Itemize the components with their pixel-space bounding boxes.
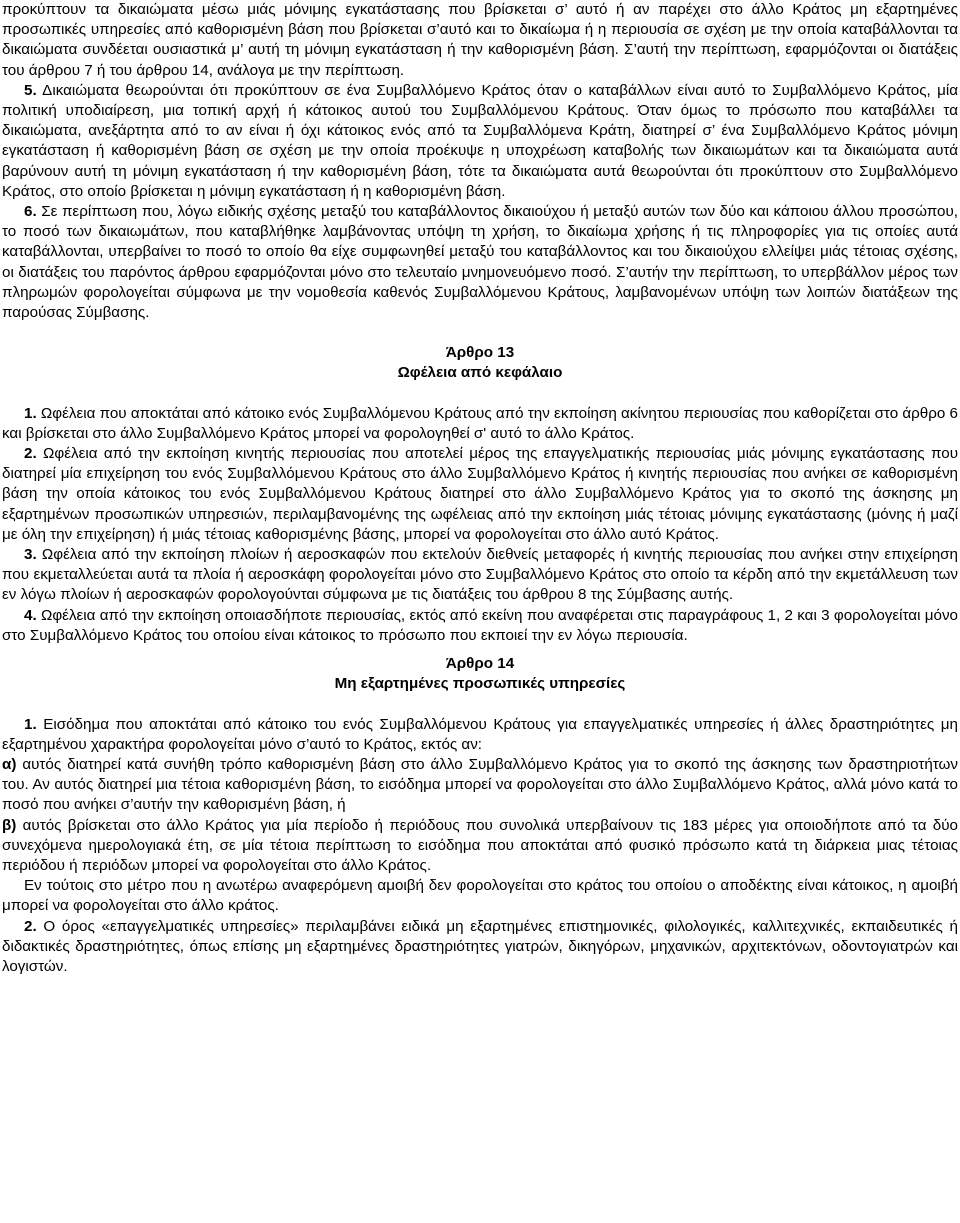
- paragraph-text: Ωφέλεια από την εκποίηση οποιασδήποτε περιουσίας, εκτός από εκείνη που αναφέρεται στις παραγράφους 1, 2 και 3 φορολογείται μόνο στο Συμβαλλόμενο Κράτος του οποίου είναι κάτοικος το πρόσωπο που εκποιεί την εν λόγω περιουσία.: [2, 606, 958, 644]
- paragraph-text: προκύπτουν τα δικαιώματα μέσω μιάς μόνιμης εγκατάστασης που βρίσκεται σ’ αυτό ή αν παρέχει στο άλλο Κράτος μη εξαρτημένες προσωπικές υπηρεσίες από καθορισμένη βάση που βρίσκεται σ’αυτό και το δικαίωμα ή η περιουσία σε σχέση με την οποία καταβάλλονται τα δικαιώματα συνδέεται ουσιαστικά μ’ αυτή τη μόνιμη εγκατάσταση ή την καθορισμένη βάση. Σ’αυτή την περίπτωση, εφαρμόζονται οι διατάξεις του άρθρου 7 ή του άρθρου 14, ανάλογα με την περίπτωση.: [2, 1, 958, 79]
- article-14-paragraph-1: [2, 715, 958, 755]
- article-14-paragraph-2: [2, 917, 958, 978]
- paragraph-number: 3.: [24, 546, 37, 564]
- paragraph-number: 1.: [24, 404, 37, 422]
- item-text: αυτός διατηρεί κατά συνήθη τρόπο καθορισμένη βάση στο άλλο Συμβαλλόμενο Κράτος για το σκοπό της άσκησης των δραστηριοτήτων του. Αν αυτός διατηρεί μια τέτοια καθορισμένη βάση, το εισόδημα μπορεί να φορολογείται στο άλλο Συμβαλλόμενο Κράτος, αλλά μόνο κατά το ποσό που ανήκει σ’αυτήν την καθορισμένη βάση, ή: [2, 755, 958, 814]
- article-13-paragraph-3: [2, 545, 958, 606]
- paragraph-text: Σε περίπτωση που, λόγω ειδικής σχέσης μεταξύ του καταβάλλοντος δικαιούχου ή μεταξύ αυτών των δύο και κάποιου άλλου προσώπου, το ποσό των δικαιωμάτων, που καταβλήθηκε λαμβάνοντας υπόψη τη χρήση, το δικαίωμα χρήσης ή τις πληροφορίες για τις οποίες αυτά καταβάλλονται, υπερβαίνει το ποσό το οποίο θα είχε συμφωνηθεί μεταξύ του καταβάλλοντος και του δικαιούχου ελλείψει μιάς τέτοιας σχέσης, οι διατάξεις του παρόντος άρθρου εφαρμόζονται μόνο στο τελευταίο μνημονευόμενο ποσό. Σ’αυτήν την περίπτωση, το υπερβάλλον μέρος των πληρωμών φορολογείται σύμφωνα με την νομοθεσία καθενός Συμβαλλόμενου Κράτους, λαμβανομένων υπόψη των λοιπών διατάξεων της παρούσας Σύμβασης.: [2, 203, 958, 322]
- paragraph-text: Ωφέλεια από την εκποίηση πλοίων ή αεροσκαφών που εκτελούν διεθνείς μεταφορές ή κινητής περιουσίας που ανήκει στην επιχείρηση που εκμεταλλεύεται αυτά τα πλοία ή αεροσκάφη φορολογείται μόνο στο Συμβαλλόμενο Κράτος στο οποίο τα κέρδη από την εκμετάλλευση των εν λόγω πλοίων ή αεροσκαφών φορολογούνται σύμφωνα με τις διατάξεις του άρθρου 8 της Σύμβασης αυτής.: [2, 546, 958, 604]
- item-marker: β): [2, 816, 17, 834]
- paragraph-text: Εισόδημα που αποκτάται από κάτοικο του ενός Συμβαλλόμενου Κράτους για επαγγελματικές υπηρεσίες ή άλλες δραστηριότητες μη εξαρτημένου χαρακτήρα φορολογείται μόνο σ’αυτό το Κράτος, εκτός αν:: [2, 715, 958, 753]
- article-14-item-a: [2, 755, 958, 816]
- article-14-item-b: [2, 816, 958, 877]
- paragraph-text: Ωφέλεια που αποκτάται από κάτοικο ενός Συμβαλλόμενου Κράτους από την εκποίηση ακίνητου περιουσίας που καθορίζεται στο άρθρο 6 και βρίσκεται στο άλλο Συμβαλλόμενο Κράτος μπορεί να φορολογηθεί σ' αυτό το άλλο Κράτος.: [2, 404, 959, 442]
- paragraph-6: [2, 202, 958, 323]
- article-14-subtitle: Μη εξαρτημένες προσωπικές υπηρεσίες: [334, 675, 626, 693]
- article-13-paragraph-1: [2, 404, 958, 444]
- paragraph-number: 4.: [24, 606, 37, 624]
- paragraph-number: 6.: [24, 203, 37, 221]
- article-13-subtitle: Ωφέλεια από κεφάλαιο: [397, 364, 563, 382]
- paragraph-text: Ωφέλεια από την εκποίηση κινητής περιουσίας που αποτελεί μέρος της επαγγελματικής περιουσίας μιάς μόνιμης εγκατάστασης που διατηρεί μία επιχείρηση του ενός Συμβαλλόμενου Κράτους στο άλλο Συμβαλλόμενο Κράτος ή κινητής περιουσίας που ανήκει σε καθορισμένη βάση την οποία κάτοικος του ενός Συμβαλλόμενου Κράτους διατηρεί στο άλλο Συμβαλλόμενο Κράτος για το σκοπό της άσκησης μη εξαρτημένων προσωπικών υπηρεσιών, περιλαμβανομένης της ωφέλειας από την εκποίηση μιάς τέτοιας μόνιμης εγκατάστασης (μόνης ή μαζί με όλη την επιχείρηση) ή μιάς τέτοιας καθορισμένης βάσης, μπορεί να φορολογείται στο άλλο αυτό Κράτος.: [2, 445, 958, 543]
- article-13-paragraph-2: [2, 444, 958, 545]
- item-marker: α): [2, 755, 17, 773]
- paragraph-number: 2.: [24, 445, 37, 463]
- paragraph-number: 5.: [24, 81, 37, 99]
- paragraph-continuation: [2, 0, 958, 81]
- item-text: αυτός βρίσκεται στο άλλο Κράτος για μία περίοδο ή περιόδους που συνολικά υπερβαίνουν τις 183 μέρες για οποιοδήποτε από τα δύο συνεχόμενα ημερολογιακά έτη, σε μία τέτοια περίπτωση το εισόδημα που αποκτάται από φυσικό πρόσωπο κατά τη διάρκεια μιας τέτοιας περιόδου ή περιόδων μπορεί να φορολογείται στο άλλο Κράτος.: [2, 816, 958, 874]
- paragraph-text: Ο όρος «επαγγελματικές υπηρεσίες» περιλαμβάνει ειδικά μη εξαρτημένες επιστημονικές, φιλολογικές, καλλιτεχνικές, εκπαιδευτικές ή διδακτικές δραστηριότητες, όπως επίσης μη εξαρτημένες δραστηριότητες γιατρών, δικηγόρων, μηχανικών, αρχιτεκτόνων, οδοντογιατρών και λογιστών.: [2, 917, 958, 975]
- article-13-paragraph-4: [2, 606, 958, 646]
- paragraph-number: 2.: [24, 917, 37, 935]
- paragraph-text: Εν τούτοις στο μέτρο που η ανωτέρω αναφερόμενη αμοιβή δεν φορολογείται στο κράτος του οποίου ο αποδέκτης είναι κάτοικος, η αμοιβή μπορεί να φορολογείται στο άλλο κράτος.: [2, 877, 958, 915]
- article-14-title: Άρθρο 14: [445, 655, 515, 673]
- paragraph-number: 1.: [24, 715, 37, 733]
- paragraph-text: Δικαιώματα θεωρούνται ότι προκύπτουν σε ένα Συμβαλλόμενο Κράτος όταν ο καταβάλλων είναι αυτό το Συμβαλλόμενο Κράτος, μία πολιτική υποδιαίρεση, μια τοπική αρχή ή κάτοικος αυτού του Συμβαλλόμενου Κράτους. Όταν όμως το πρόσωπο που καταβάλλει τα δικαιώματα, ανεξάρτητα από το αν είναι ή όχι κάτοικος ενός από τα Συμβαλλόμενα Κράτη, διατηρεί σ’ ένα Συμβαλλόμενο Κράτος μόνιμη εγκατάσταση ή καθορισμένη βάση σε σχέση με την οποία προέκυψε η υποχρέωση καταβολής των δικαιωμάτων και τα δικαιώματα αυτά βαρύνουν αυτή τη μόνιμη εγκατάσταση ή την καθορισμένη βάση, τότε τα δικαιώματα αυτά θεωρούνται ότι προκύπτουν στο Συμβαλλόμενο Κράτος, στο οποίο βρίσκεται η μόνιμη εγκατάσταση ή η καθορισμένη βάση.: [2, 81, 958, 200]
- article-13-title: Άρθρο 13: [445, 344, 515, 362]
- paragraph-5: [2, 81, 958, 202]
- article-14-closing-paragraph: [2, 876, 958, 916]
